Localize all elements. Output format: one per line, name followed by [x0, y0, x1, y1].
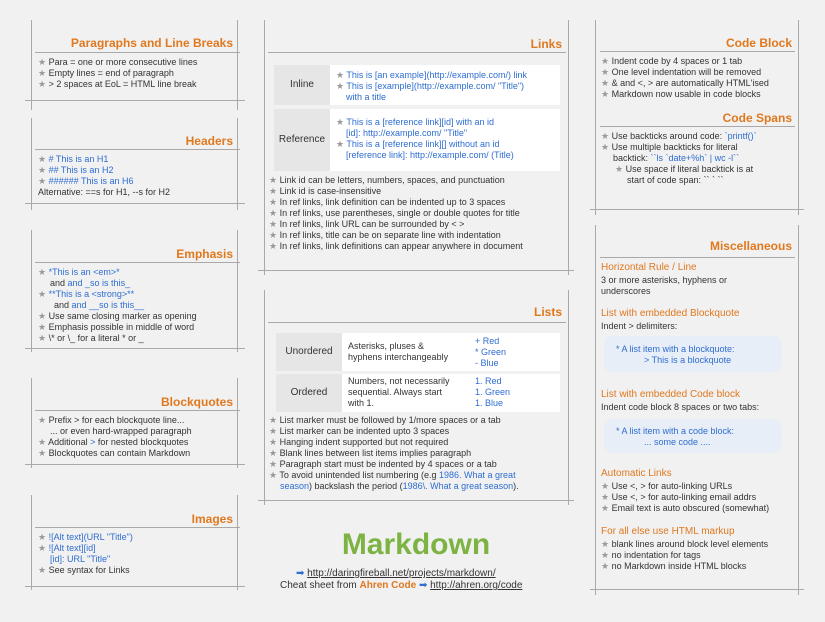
footer-credit-line: Cheat sheet from Ahren Code ➡ http://ahren.org/code — [280, 580, 523, 591]
blockquotes-title: Blockquotes — [160, 395, 233, 409]
list-item-cont: [id]: http://example.com/ "Title" — [346, 128, 468, 138]
links-section — [258, 20, 574, 275]
lists-ordered-desc: sequential. Always start — [348, 387, 443, 397]
images-section — [25, 495, 245, 590]
auto-title: Automatic Links — [601, 468, 672, 479]
footer-url-line — [296, 568, 496, 579]
links-inline-label: Inline — [274, 65, 330, 105]
list-item: ★ Blank lines between list items implies paragraph — [269, 448, 472, 458]
lists-example: 1. Green — [475, 387, 511, 397]
images-title: Images — [191, 512, 233, 526]
bq-example: > This is a blockquote — [644, 355, 732, 365]
lists-unordered-desc: Asterisks, pluses & — [348, 341, 425, 351]
headers-section — [25, 118, 245, 210]
lists-ordered-desc: Numbers, not necessarily — [348, 376, 450, 386]
list-item-cont: with a title — [346, 92, 387, 102]
code-section — [590, 20, 804, 215]
hr-desc: underscores — [601, 286, 651, 296]
list-item: ★ *This is an <em>* — [38, 267, 120, 277]
lists-ordered-label: Ordered — [276, 374, 342, 412]
list-item: ★ List marker can be indented upto 3 spaces — [269, 426, 450, 436]
list-item: ★ Use backticks around code: `printf()` — [601, 131, 757, 141]
list-item: ★ & and <, > are automatically HTML'ised — [601, 78, 769, 88]
list-item-cont: [reference link]: http://example.com/ (Title) — [346, 150, 514, 160]
codeblock-title: Code Block — [725, 36, 792, 50]
lists-unordered-desc: hyphens interchangeably — [348, 352, 449, 362]
ahren-link[interactable]: http://ahren.org/code — [430, 580, 523, 591]
list-item: ★ This is a [reference link][] without an id — [336, 139, 500, 149]
codespans-title: Code Spans — [722, 111, 792, 125]
list-item: ★ Paragraph start must be indented by 4 spaces or a tab — [269, 459, 497, 469]
bq-desc: Indent > delimiters: — [601, 321, 678, 331]
list-item: ★ This is [example](http://example.com/ "Title") — [336, 81, 525, 91]
hr-title: Horizontal Rule / Line — [601, 262, 697, 273]
markdown-footer — [258, 520, 574, 600]
list-item: ★ In ref links, link definition can be indented up to 3 spaces — [269, 197, 506, 207]
cb-title: List with embedded Code block — [601, 389, 740, 400]
list-item: ★ In ref links, link definitions can appear anywhere in document — [269, 241, 523, 251]
list-item: ★ Blockquotes can contain Markdown — [38, 448, 191, 458]
cb-example: * A list item with a code block: — [616, 426, 735, 436]
list-item: ★ List marker must be followed by 1/more spaces or a tab — [269, 415, 501, 425]
list-item: ★ \* or \_ for a literal * or _ — [38, 333, 144, 343]
list-item-cont: season) backslash the period (1986\. What a great season). — [280, 481, 519, 491]
lists-example: - Blue — [475, 358, 499, 368]
list-item: ★ Emphasis possible in middle of word — [38, 322, 195, 332]
paragraphs-section — [25, 20, 245, 110]
cb-desc: Indent code block 8 spaces or two tabs: — [601, 402, 760, 412]
emphasis-section — [25, 230, 245, 352]
list-item-cont: [id]: URL "Title" — [50, 554, 111, 564]
list-item: ★ **This is a <strong>** — [38, 289, 135, 299]
markdown-title: Markdown — [341, 528, 491, 561]
ahren-code-link[interactable]: Ahren Code — [359, 580, 417, 591]
list-item: ★ no Markdown inside HTML blocks — [601, 561, 747, 571]
list-item-cont: and and __so is this__ — [54, 300, 145, 310]
misc-section — [590, 225, 804, 595]
list-item: ★ Indent code by 4 spaces or 1 tab — [601, 56, 743, 66]
list-item: ★ ###### This is an H6 — [38, 176, 134, 186]
list-item: ★ See syntax for Links — [38, 565, 130, 575]
list-item: ★ Use <, > for auto-linking URLs — [601, 481, 733, 491]
list-item: ★ In ref links, link URL can be surrounded by < > — [269, 219, 465, 229]
list-item: ★ ## This is an H2 — [38, 165, 114, 175]
list-item: ★ Use space if literal backtick is at — [615, 164, 754, 174]
list-item: ★ Use same closing marker as opening — [38, 311, 197, 321]
list-item: ★ Markdown now usable in code blocks — [601, 89, 761, 99]
bq-example: * A list item with a blockquote: — [616, 344, 735, 354]
list-item: ★ no indentation for tags — [601, 550, 701, 560]
list-item-cont: backtick: ``ls `date+%h` | wc -l`` — [613, 153, 740, 163]
blockquotes-section — [25, 378, 245, 468]
list-item: ★ Para = one or more consecutive lines — [38, 57, 198, 67]
lists-example: 1. Red — [475, 376, 502, 386]
list-item-cont: ... or even hard-wrapped paragraph — [50, 426, 192, 436]
list-item: ★ One level indentation will be removed — [601, 67, 762, 77]
headers-alt: Alternative: ==s for H1, --s for H2 — [38, 187, 171, 197]
list-item: ★ Link id can be letters, numbers, spaces, and punctuation — [269, 175, 505, 185]
bq-title: List with embedded Blockquote — [601, 308, 740, 319]
links-reference-label: Reference — [274, 109, 330, 171]
list-item: ★ This is a [reference link][id] with an id — [336, 117, 494, 127]
list-item: ★ Hanging indent supported but not required — [269, 437, 449, 447]
arrow-right-icon: ➡ — [418, 580, 428, 591]
links-title: Links — [530, 37, 562, 51]
list-item: ★ Prefix > for each blockquote line... — [38, 415, 185, 425]
lists-unordered-label: Unordered — [276, 333, 342, 371]
list-item-cont: and and _so is this_ — [50, 278, 131, 288]
list-item: ★ In ref links, use parentheses, single or double quotes for title — [269, 208, 520, 218]
hr-desc: 3 or more asterisks, hyphens or — [601, 275, 728, 285]
list-item: ★ This is [an example](http://example.com/) link — [336, 70, 527, 80]
lists-example: * Green — [475, 347, 507, 357]
paragraphs-title: Paragraphs and Line Breaks — [70, 36, 233, 50]
lists-example: + Red — [475, 336, 500, 346]
list-item: ★ # This is an H1 — [38, 154, 109, 164]
emphasis-title: Emphasis — [176, 247, 233, 261]
list-item: ★ ![Alt text](URL "Title") — [38, 532, 133, 542]
cb-example: ... some code .... — [644, 437, 711, 447]
arrow-right-icon: ➡ — [296, 568, 308, 579]
list-item: ★ In ref links, title can be on separate line with indentation — [269, 230, 501, 240]
list-item-cont: start of code span: `` ` `` — [627, 175, 724, 185]
list-item: ★ Email text is auto obscured (somewhat) — [601, 503, 770, 513]
lists-ordered-desc: with 1. — [348, 398, 375, 408]
html-title: For all else use HTML markup — [601, 526, 735, 537]
list-item: ★ Link id is case-insensitive — [269, 186, 382, 196]
misc-title: Miscellaneous — [709, 239, 792, 253]
list-item: ★ Use <, > for auto-linking email addrs — [601, 492, 757, 502]
lists-section — [258, 290, 574, 505]
list-item: ★ blank lines around block level elements — [601, 539, 769, 549]
list-item: ★ Additional > for nested blockquotes — [38, 437, 189, 447]
list-item: ★ Empty lines = end of paragraph — [38, 68, 174, 78]
list-item: ★ > 2 spaces at EoL = HTML line break — [38, 79, 197, 89]
lists-title: Lists — [533, 305, 562, 319]
list-item: ★ Use multiple backticks for literal — [601, 142, 738, 152]
headers-title: Headers — [185, 134, 233, 148]
list-item: ★ To avoid unintended list numbering (e.g 1986. What a great — [269, 470, 516, 480]
lists-example: 1. Blue — [475, 398, 504, 408]
list-item: ★ ![Alt text][id] — [38, 543, 96, 553]
markdown-link[interactable]: http://daringfireball.net/projects/markdown/ — [307, 568, 496, 579]
